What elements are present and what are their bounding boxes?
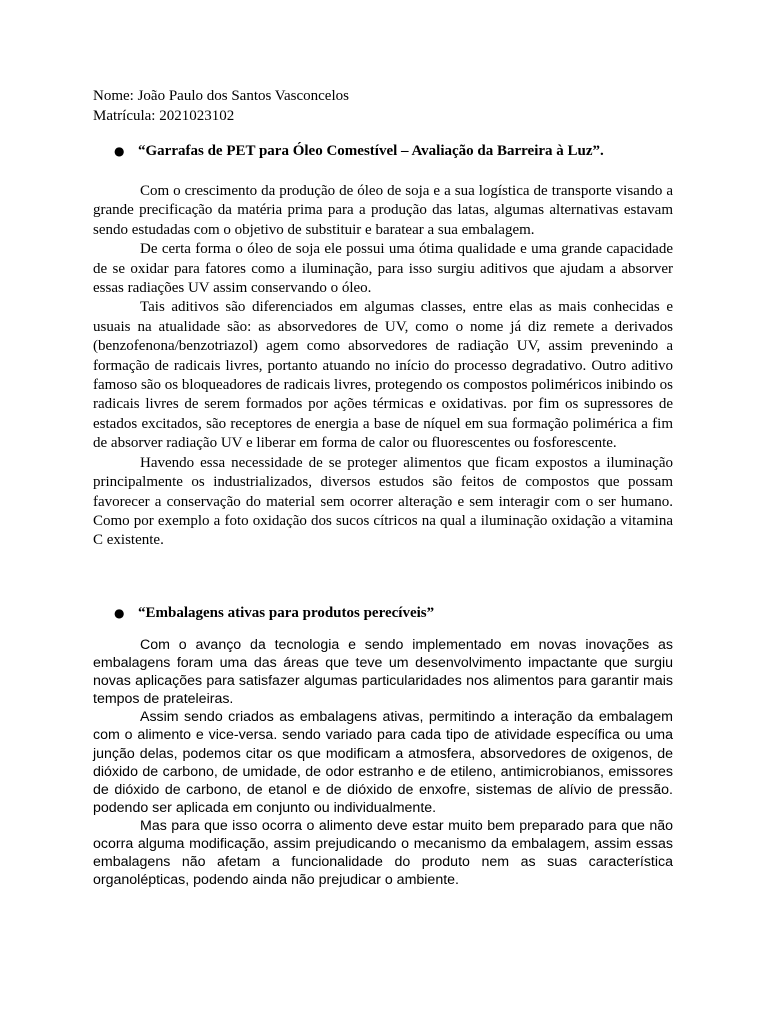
section-1-body (93, 182, 673, 551)
section-1-heading (114, 143, 604, 160)
section-2-title: “Embalagens ativas para produtos perecíveis” (138, 605, 435, 621)
section-1-paragraph: Com o crescimento da produção de óleo de soja e a sua logística de transporte visando a grande precificação da matéria prima para a produção das latas, algumas alternativas estavam sendo estudadas com o objetivo de substituir e baratear a sua embalagem. (93, 183, 673, 238)
section-2-paragraph: Mas para que isso ocorra o alimento deve estar muito bem preparado para que não ocorra alguma modificação, assim prejudicando o mecanismo da embalagem, assim essas embalagens não afetam a funcionalidade do produto nem as suas característica organolépticas, podendo ainda não prejudicar o ambiente. (93, 817, 673, 889)
section-1-paragraph: Tais aditivos são diferenciados em algumas classes, entre elas as mais conhecidas e usuais na atualidade são: as absorvedores de UV, como o nome já diz remete a derivados (benzofenona/benzotriazol) agem como absorvedores de radiação UV, assim prevenindo a formação de radicais livres, portanto atuando no início do processo degradativo. Outro aditivo famoso são os bloqueadores de radicais livres, protegendo os compostos poliméricos inibindo os radicais livres de serem formados por ações térmicas e oxidativas. por fim os supressores de estados excitados, são receptores de energia a base de níquel em sua formação polimérica a fim de absorver radiação UV e liberar em forma de calor ou fluorescentes ou fosforescente. (93, 299, 673, 452)
bullet-icon: ● (114, 606, 125, 620)
section-2-paragraph: Assim sendo criados as embalagens ativas, permitindo a interação da embalagem com o alimento e vice-versa. sendo variado para cada tipo de atividade específica ou uma junção delas, podemos citar os que modificam a atmosfera, absorvedores de oxigenos, de dióxido de carbono, de umidade, de odor estranho e de etileno, antimicrobianos, emissores de dióxido de carbono, de etanol e de dióxido de enxofre, sistemas de alívio de pressão. podendo ser aplicada em conjunto ou individualmente. (93, 709, 673, 816)
section-2-paragraph: Com o avanço da tecnologia e sendo implementado em novas inovações as embalagens foram uma das áreas que teve um desenvolvimento impactante que surgiu novas aplicações para satisfazer algumas particularidades nos alimentos para garantir mais tempos de prateleiras. (93, 637, 673, 708)
student-header (93, 87, 349, 126)
student-matricula: Matrícula: 2021023102 (93, 107, 235, 124)
section-2-heading (114, 605, 434, 622)
section-1-title: “Garrafas de PET para Óleo Comestível – Avaliação da Barreira à Luz”. (138, 143, 604, 159)
student-name: Nome: João Paulo dos Santos Vasconcelos (93, 88, 349, 104)
bullet-icon: ● (114, 144, 125, 158)
section-2-body (93, 636, 673, 889)
section-1-paragraph: De certa forma o óleo de soja ele possui uma ótima qualidade e uma grande capacidade de se oxidar para fatores como a iluminação, para isso surgiu aditivos que ajudam a absorver essas radiações UV assim conservando o óleo. (93, 241, 673, 297)
section-1-paragraph: Havendo essa necessidade de se proteger alimentos que ficam expostos a iluminação principalmente os industrializados, diversos estudos são feitos de compostos que possam favorecer a conservação do material sem ocorrer alteração e sem interagir com o ser humano. Como por exemplo a foto oxidação dos sucos cítricos na qual a iluminação oxidação a vitamina C existente. (93, 454, 673, 549)
